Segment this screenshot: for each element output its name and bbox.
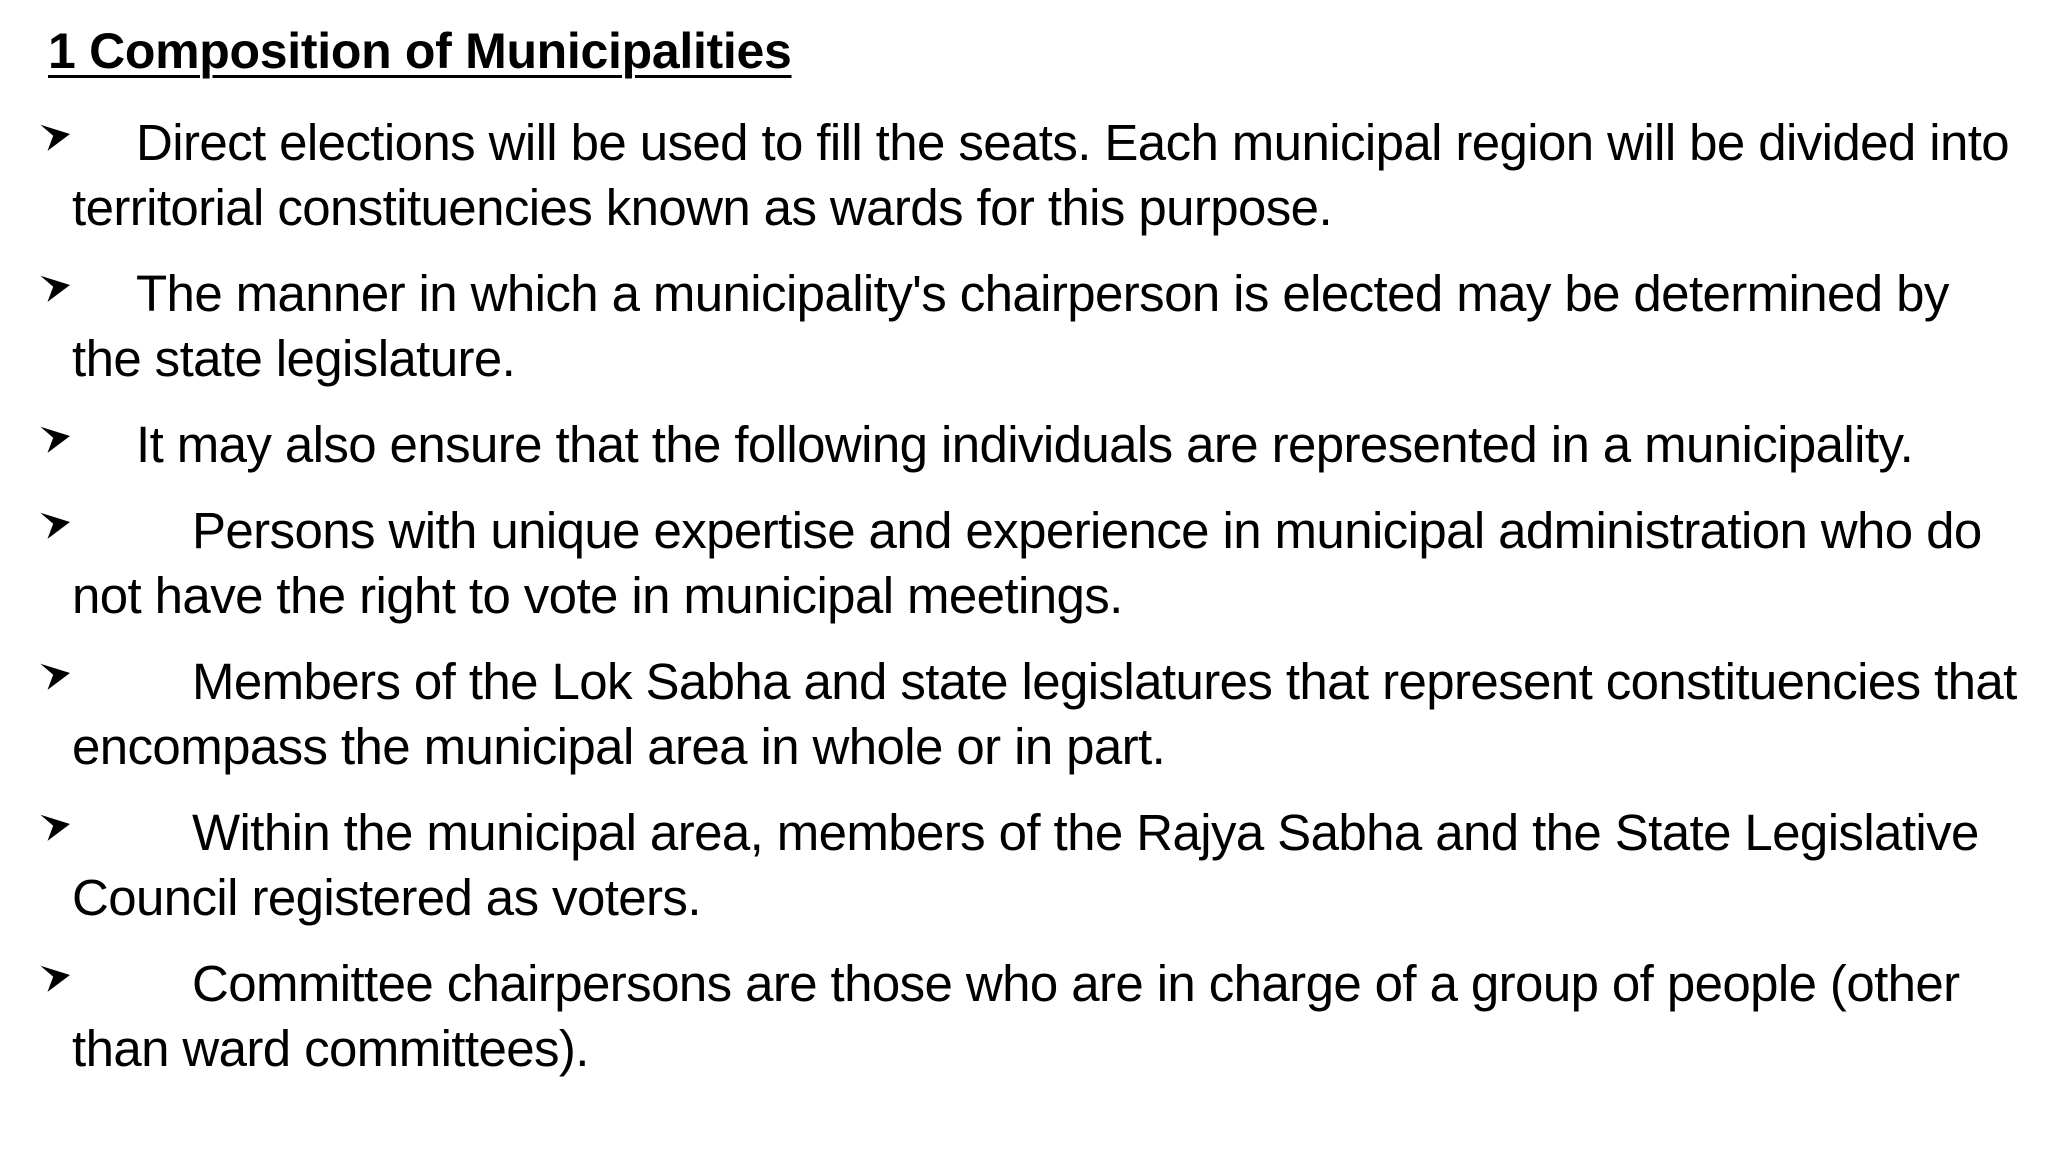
arrowhead-bullet-icon — [36, 951, 76, 1016]
bullet-item — [0, 261, 2048, 391]
bullet-item — [0, 800, 2048, 930]
bullet-text: Persons with unique expertise and experience in municipal administration who do not have the right to vote in municipal meetings. — [72, 502, 1982, 624]
arrowhead-bullet-icon — [36, 498, 76, 563]
bullet-item — [0, 498, 2048, 628]
arrowhead-bullet-icon — [36, 800, 76, 865]
bullet-text: Direct elections will be used to fill the seats. Each municipal region will be divided into territorial constituencies known as wards for this purpose. — [72, 114, 2010, 236]
slide-title: 1 Composition of Municipalities — [48, 23, 792, 79]
bullet-text: Members of the Lok Sabha and state legislatures that represent constituencies that encompass the municipal area in whole or in part. — [72, 653, 2017, 775]
bullet-item — [0, 110, 2048, 240]
bullet-item — [0, 412, 2048, 477]
arrowhead-bullet-icon — [36, 412, 76, 477]
bullet-list — [0, 110, 2048, 1102]
bullet-text: Within the municipal area, members of the Rajya Sabha and the State Legislative Council registered as voters. — [72, 804, 1979, 926]
bullet-text: The manner in which a municipality's chairperson is elected may be determined by the state legislature. — [72, 265, 1949, 387]
bullet-item — [0, 951, 2048, 1081]
arrowhead-bullet-icon — [36, 649, 76, 714]
bullet-text: It may also ensure that the following individuals are represented in a municipality. — [136, 416, 1914, 473]
bullet-text: Committee chairpersons are those who are in charge of a group of people (other than ward committees). — [72, 955, 1960, 1077]
arrowhead-bullet-icon — [36, 261, 76, 326]
arrowhead-bullet-icon — [36, 110, 76, 175]
bullet-item — [0, 649, 2048, 779]
